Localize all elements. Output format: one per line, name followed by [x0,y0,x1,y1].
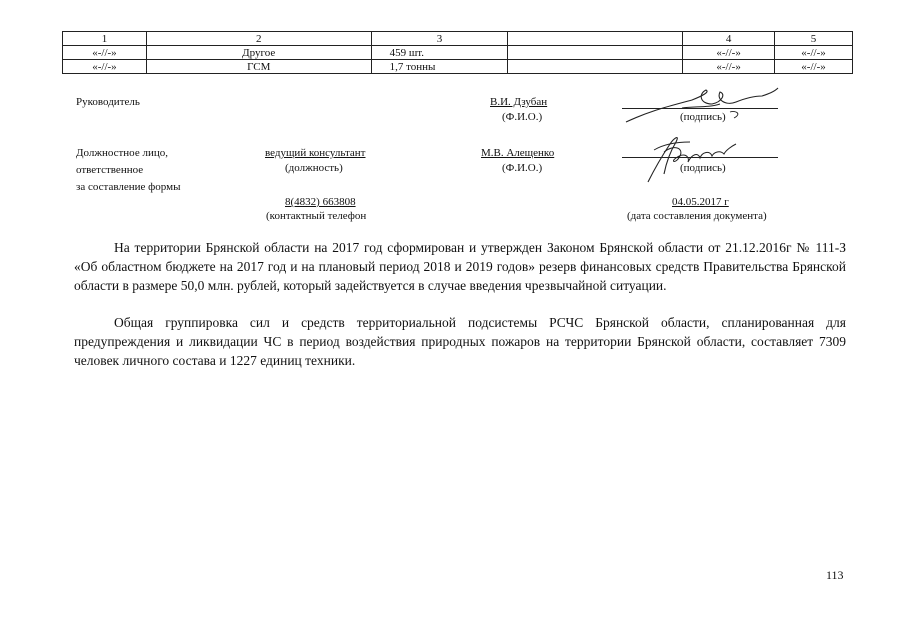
head-signature-image [622,86,782,126]
header-cell: 5 [775,32,853,46]
table-cell: 1,7 тонны [371,60,508,74]
table-cell: «-//-» [63,60,147,74]
official-label-3: за составление формы [76,181,181,193]
official-name: М.В. Алещенко [481,147,555,159]
table-cell [508,46,683,60]
table-row [63,60,853,74]
table-cell: «-//-» [683,60,775,74]
table-header-row [63,32,853,46]
table-cell: 459 шт. [371,46,508,60]
table-cell: «-//-» [63,46,147,60]
official-signature-image [640,130,750,185]
table-cell: ГСМ [146,60,371,74]
head-label: Руководитель [76,96,140,108]
data-table [62,31,853,74]
body-paragraph: На территории Брянской области на 2017 год сформирован и утвержден Законом Брянской области от 21.12.2016г № 111-З «Об областном бюджете на 2017 год и на плановый период 2018 и 2019 годов» резерв финансовых средств Правительства Брянской области в размере 50,0 млн. рублей, который задействуется в случае введения чрезвычайной ситуации. [74,240,846,293]
table-cell: «-//-» [775,60,853,74]
header-cell: 2 [146,32,371,46]
table-cell: «-//-» [683,46,775,60]
table-cell [508,60,683,74]
table-row [63,46,853,60]
official-position: ведущий консультант [265,147,366,159]
position-label: (должность) [285,162,343,174]
official-fio-label: (Ф.И.О.) [502,162,543,174]
official-signature-label: (подпись) [680,162,726,174]
table-cell: «-//-» [775,46,853,60]
head-fio-label: (Ф.И.О.) [502,111,543,123]
header-cell [508,32,683,46]
contact-phone-label: (контактный телефон [266,210,367,222]
official-label-1: Должностное лицо, [76,147,168,159]
document-date: 04.05.2017 г [672,196,729,208]
page-number: 113 [826,568,844,582]
body-paragraph: Общая группировка сил и средств территориальной подсистемы РСЧС Брянской области, спланированная для предупреждения и ликвидации ЧС в период воздействия природных пожаров на территории Брянской области, составляет 7309 человек личного состава и 1227 единиц техники. [74,315,846,368]
table-cell: Другое [146,46,371,60]
contact-phone: 8(4832) 663808 [285,196,356,208]
header-cell: 4 [683,32,775,46]
official-label-2: ответственное [76,164,144,176]
head-signature-label: (подпись) [680,111,726,123]
header-cell: 1 [63,32,147,46]
header-cell: 3 [371,32,508,46]
head-name: В.И. Дзубан [490,96,548,108]
document-date-label: (дата составления документа) [627,210,767,222]
